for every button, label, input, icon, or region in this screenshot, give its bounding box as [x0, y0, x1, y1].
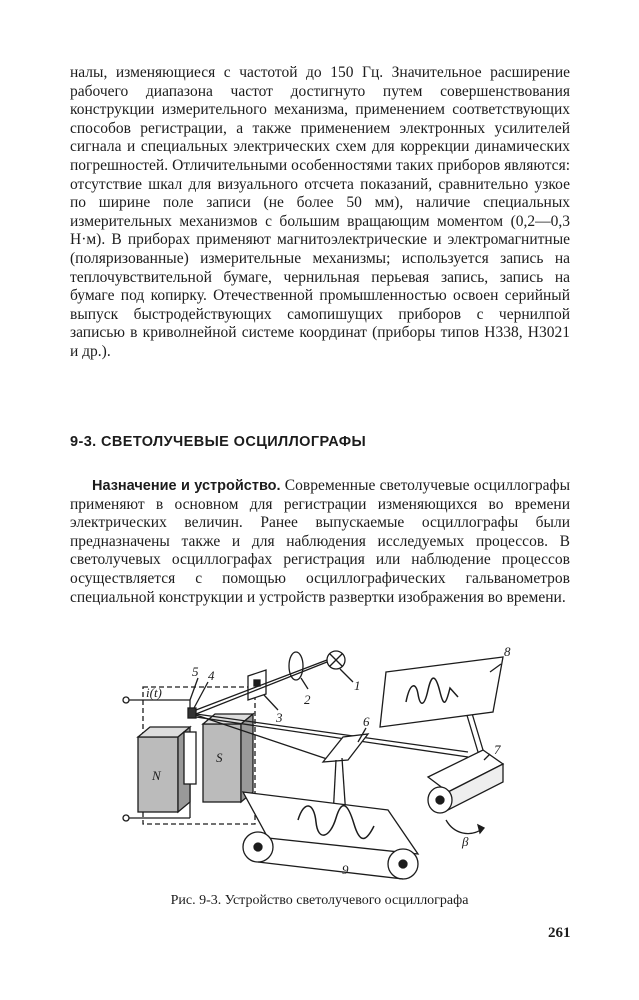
- paragraph-lead: Назначение и устройство.: [92, 478, 281, 494]
- figure-caption: Рис. 9-3. Устройство светолучевого осциллографа: [170, 893, 469, 908]
- oscillograph-diagram: [118, 642, 538, 887]
- section-heading: 9-3. СВЕТОЛУЧЕВЫЕ ОСЦИЛЛОГРАФЫ: [70, 434, 367, 450]
- paragraph-text: Современные светолучевые осциллографы применяют в основном для регистрации изменяющихся во времени электрических величин. Ранее выпускаемые осциллографы были предназначены также и для наблюдения исследуемых процессов. В светолучевых осциллографах регистрация или наблюдение процессов осуществляется с помощью осциллографических гальванометров специальной конструкции и устройств развертки изображения во времени.: [70, 477, 570, 606]
- label-8: 8: [504, 644, 511, 659]
- page-number: 261: [548, 925, 571, 941]
- label-4: 4: [208, 668, 215, 683]
- prism: [323, 734, 368, 762]
- label-3: 3: [276, 710, 283, 725]
- body-paragraph-1: налы, изменяющиеся с частотой до 150 Гц. Значительное расширение рабочего диапазона частот достигнуто путем совершенствования конструкции измерительного механизма, применением соответствующих способов регистрации, а также применением электронных усилителей сигнала и специальных электрических схем для коррекции динамических погрешностей. Отличительными особенностями таких приборов являются: отсутствие шкал для визуального отсчета показаний, сравнительно узкое по ширине поле записи (не более 50 мм), наличие специальных измерительных механизмов с большим вращающим моментом (0,2—0,3 Н·м). В приборах применяют магнитоэлектрические и электромагнитные (поляризованные) измерительные механизмы; используется запись на теплочувствительной бумаге, чернильная перьевая запись, запись на бумаге под копирку. Отечественной промышленностью освоен серийный выпуск быстродействующих самопишущих приборов с чернилпой записью в криволнейной системе координат (приборы типов Н338, Н3021 и др.).: [70, 64, 570, 360]
- mirror: [188, 708, 196, 718]
- label-5: 5: [192, 664, 199, 679]
- n-pole-label: N: [152, 768, 161, 783]
- label-1: 1: [354, 678, 361, 693]
- body-paragraph-2: [70, 477, 570, 607]
- label-2: 2: [304, 692, 311, 707]
- beta-label: β: [462, 834, 469, 849]
- s-pole-label: S: [216, 750, 223, 765]
- label-7: 7: [494, 742, 501, 757]
- observation-screen: [380, 657, 503, 727]
- current-label: i(t): [146, 685, 162, 700]
- galvanometer-coil: [184, 732, 196, 784]
- label-6: 6: [363, 714, 370, 729]
- label-9: 9: [342, 862, 349, 877]
